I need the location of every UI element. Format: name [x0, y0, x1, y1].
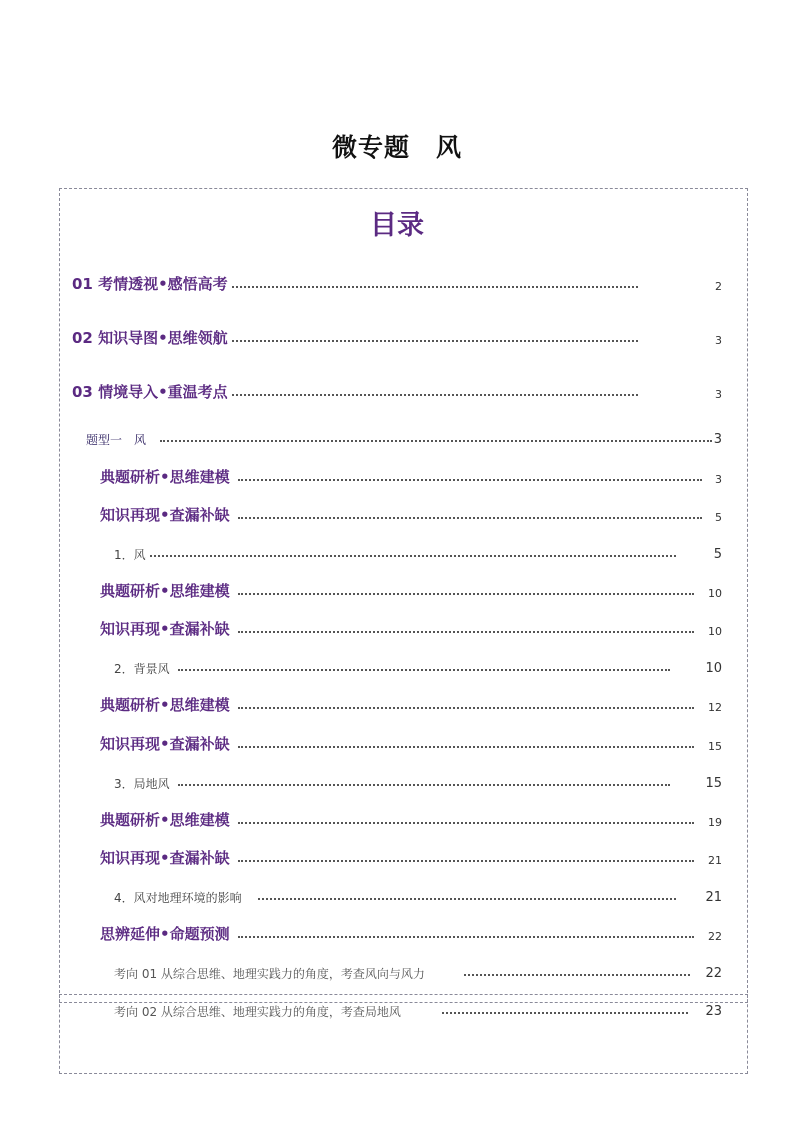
toc-entry[interactable] [114, 956, 724, 980]
toc-leader [178, 784, 670, 786]
toc-leader [238, 936, 694, 938]
toc-leader [442, 1012, 688, 1014]
toc-leader [238, 860, 694, 862]
toc-leader [232, 340, 638, 342]
toc-page-number: 5 [713, 547, 722, 562]
toc-page-number: 3 [715, 334, 722, 347]
toc-entry-label: 知识再现•查漏补缺 [100, 735, 230, 753]
toc-entry[interactable] [100, 689, 724, 713]
toc-entry[interactable] [86, 422, 724, 446]
toc-leader [150, 555, 676, 557]
document-title: 微专题 风 [331, 133, 462, 162]
toc-leader [178, 669, 670, 671]
toc-page-number: 19 [708, 816, 722, 829]
toc-page-number: 3 [715, 473, 722, 486]
toc-entry-label: 01 考情透视•感悟高考 [72, 275, 228, 293]
toc-entry-label: 典题研析•思维建模 [100, 468, 230, 486]
toc-entry-label: 03 情境导入•重温考点 [72, 383, 228, 401]
toc-entry[interactable] [100, 461, 724, 485]
toc-leader [464, 974, 690, 976]
toc-page-number: 21 [705, 890, 722, 905]
toc-entry[interactable] [114, 651, 724, 675]
toc-entry[interactable] [100, 575, 724, 599]
toc-entry[interactable] [100, 613, 724, 637]
toc-page-number: 5 [715, 511, 722, 524]
toc-leader [238, 479, 702, 481]
toc-page-number: 15 [705, 776, 722, 791]
toc-entry[interactable] [114, 537, 724, 561]
toc-entry[interactable] [100, 918, 724, 942]
toc-entry-label: 1．风 [114, 548, 146, 562]
toc-page-number: 2 [715, 280, 722, 293]
toc-entry[interactable] [72, 376, 724, 400]
toc-entry[interactable] [114, 880, 724, 904]
toc-leader [238, 517, 702, 519]
toc-page-number: 22 [705, 966, 722, 981]
toc-page-number: 3 [715, 388, 722, 401]
toc-page-number: 3 [713, 432, 722, 447]
toc-entry[interactable] [72, 322, 724, 346]
toc-entry-label: 典题研析•思维建模 [100, 811, 230, 829]
toc-leader [238, 746, 694, 748]
toc-page-number: 12 [708, 701, 722, 714]
toc-page-number: 10 [708, 587, 722, 600]
toc-entry-label: 2．背景风 [114, 662, 170, 676]
toc-entry[interactable] [100, 728, 724, 752]
toc-entry-label: 思辨延伸•命题预测 [100, 925, 230, 943]
toc-entry-label: 3．局地风 [114, 777, 170, 791]
toc-entry-label: 典题研析•思维建模 [100, 582, 230, 600]
toc-entry[interactable] [72, 268, 724, 292]
toc-leader [238, 822, 694, 824]
toc-entry[interactable] [100, 804, 724, 828]
toc-leader [232, 286, 638, 288]
toc-page-number: 22 [708, 930, 722, 943]
toc-entry-label: 知识再现•查漏补缺 [100, 620, 230, 638]
toc-entry-label: 02 知识导图•思维领航 [72, 329, 228, 347]
toc-entry[interactable] [114, 994, 724, 1018]
toc-leader [238, 593, 694, 595]
toc-entry-label: 考向 02 从综合思维、地理实践力的角度，考查局地风 [114, 1005, 401, 1019]
toc-page-number: 10 [708, 625, 722, 638]
toc-leader [160, 440, 712, 442]
toc-heading: 目录 [370, 210, 424, 241]
toc-leader [238, 707, 694, 709]
toc-page-number: 15 [708, 740, 722, 753]
toc-entry-label: 典题研析•思维建模 [100, 696, 230, 714]
toc-page-number: 23 [705, 1004, 722, 1019]
toc-entry-label: 题型一 风 [86, 433, 147, 447]
toc-entry[interactable] [100, 499, 724, 523]
toc-page-number: 21 [708, 854, 722, 867]
toc-entry[interactable] [114, 766, 724, 790]
toc-leader [258, 898, 676, 900]
toc-entry-label: 4．风对地理环境的影响 [114, 891, 242, 905]
toc-entry-label: 知识再现•查漏补缺 [100, 849, 230, 867]
toc-entry-label: 考向 01 从综合思维、地理实践力的角度，考查风向与风力 [114, 967, 425, 981]
toc-entry[interactable] [100, 842, 724, 866]
toc-leader [232, 394, 638, 396]
toc-leader [238, 631, 694, 633]
toc-page-number: 10 [705, 661, 722, 676]
toc-entry-label: 知识再现•查漏补缺 [100, 506, 230, 524]
